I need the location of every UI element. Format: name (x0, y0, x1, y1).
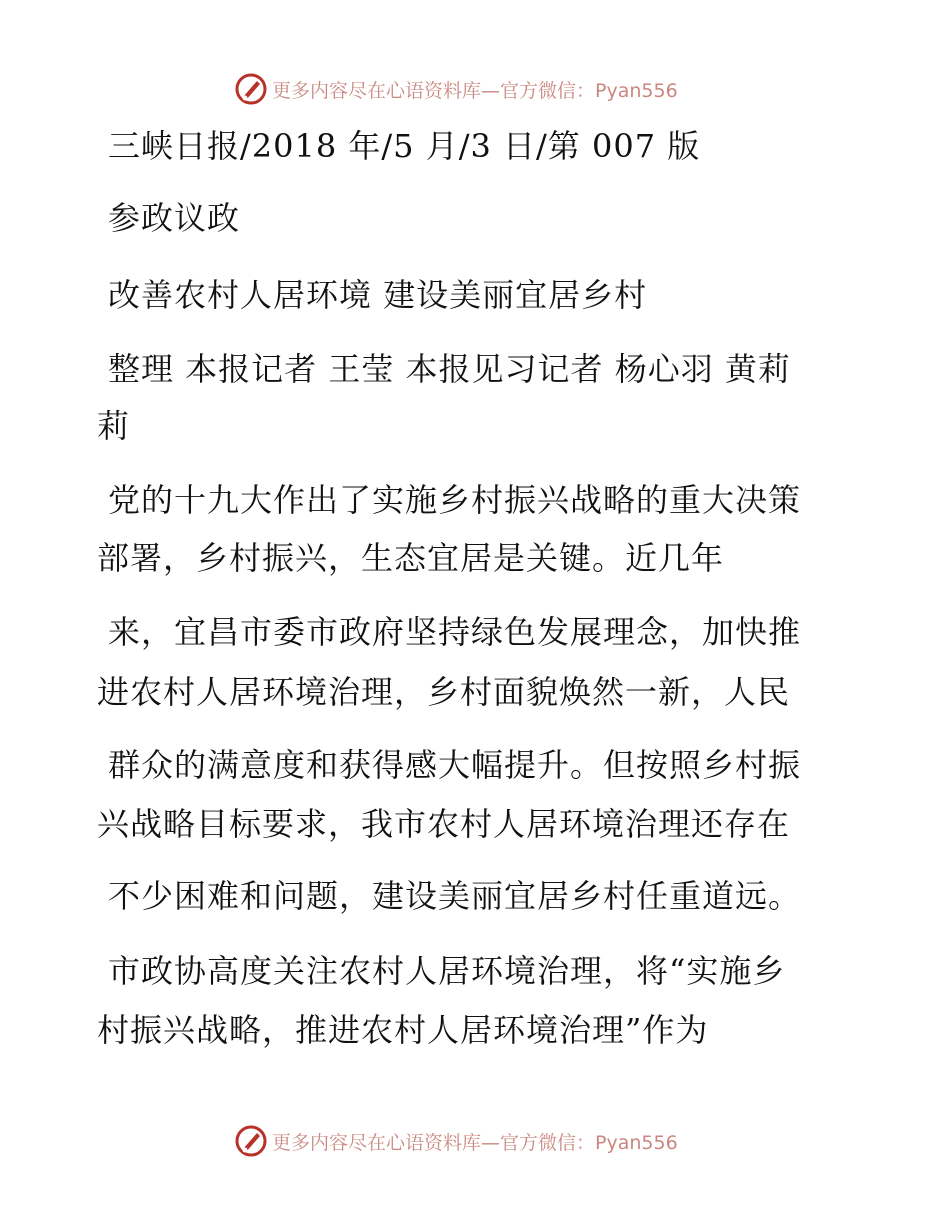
header-watermark-banner (234, 72, 678, 106)
paragraph-1-line-1: 党的十九大作出了实施乡村振兴战略的重大决策 (108, 481, 802, 519)
paragraph-2-line-1: 市政协高度关注农村人居环境治理，将“实施乡 (108, 952, 786, 990)
section-label: 参政议政 (108, 199, 241, 237)
paragraph-1-line-6: 兴战略目标要求，我市农村人居环境治理还存在 (97, 805, 791, 843)
pen-logo-icon (234, 72, 268, 106)
watermark-text: 更多内容尽在心语资料库—官方微信：Pyan556 (272, 1131, 678, 1154)
paragraph-1-line-2: 部署，乡村振兴，生态宜居是关键。近几年 (97, 539, 725, 577)
article-title: 改善农村人居环境 建设美丽宜居乡村 (108, 276, 648, 314)
watermark-text: 更多内容尽在心语资料库—官方微信：Pyan556 (272, 79, 678, 102)
paragraph-1-line-3: 来，宜昌市委市政府坚持绿色发展理念，加快推 (108, 613, 802, 651)
pen-logo-icon (234, 1124, 268, 1158)
byline: 整理 本报记者 王莹 本报见习记者 杨心羽 黄莉 (108, 350, 791, 388)
paragraph-1-line-4: 进农村人居环境治理，乡村面貌焕然一新，人民 (97, 673, 791, 711)
paragraph-1-line-5: 群众的满意度和获得感大幅提升。但按照乡村振 (108, 746, 802, 784)
byline-continued: 莉 (97, 407, 131, 445)
paragraph-2-line-2: 村振兴战略，推进农村人居环境治理”作为 (97, 1011, 709, 1049)
paragraph-1-line-7: 不少困难和问题，建设美丽宜居乡村任重道远。 (108, 877, 802, 915)
source-line: 三峡日报/2018 年/5 月/3 日/第 007 版 (108, 127, 701, 165)
footer-watermark-banner (234, 1124, 678, 1158)
